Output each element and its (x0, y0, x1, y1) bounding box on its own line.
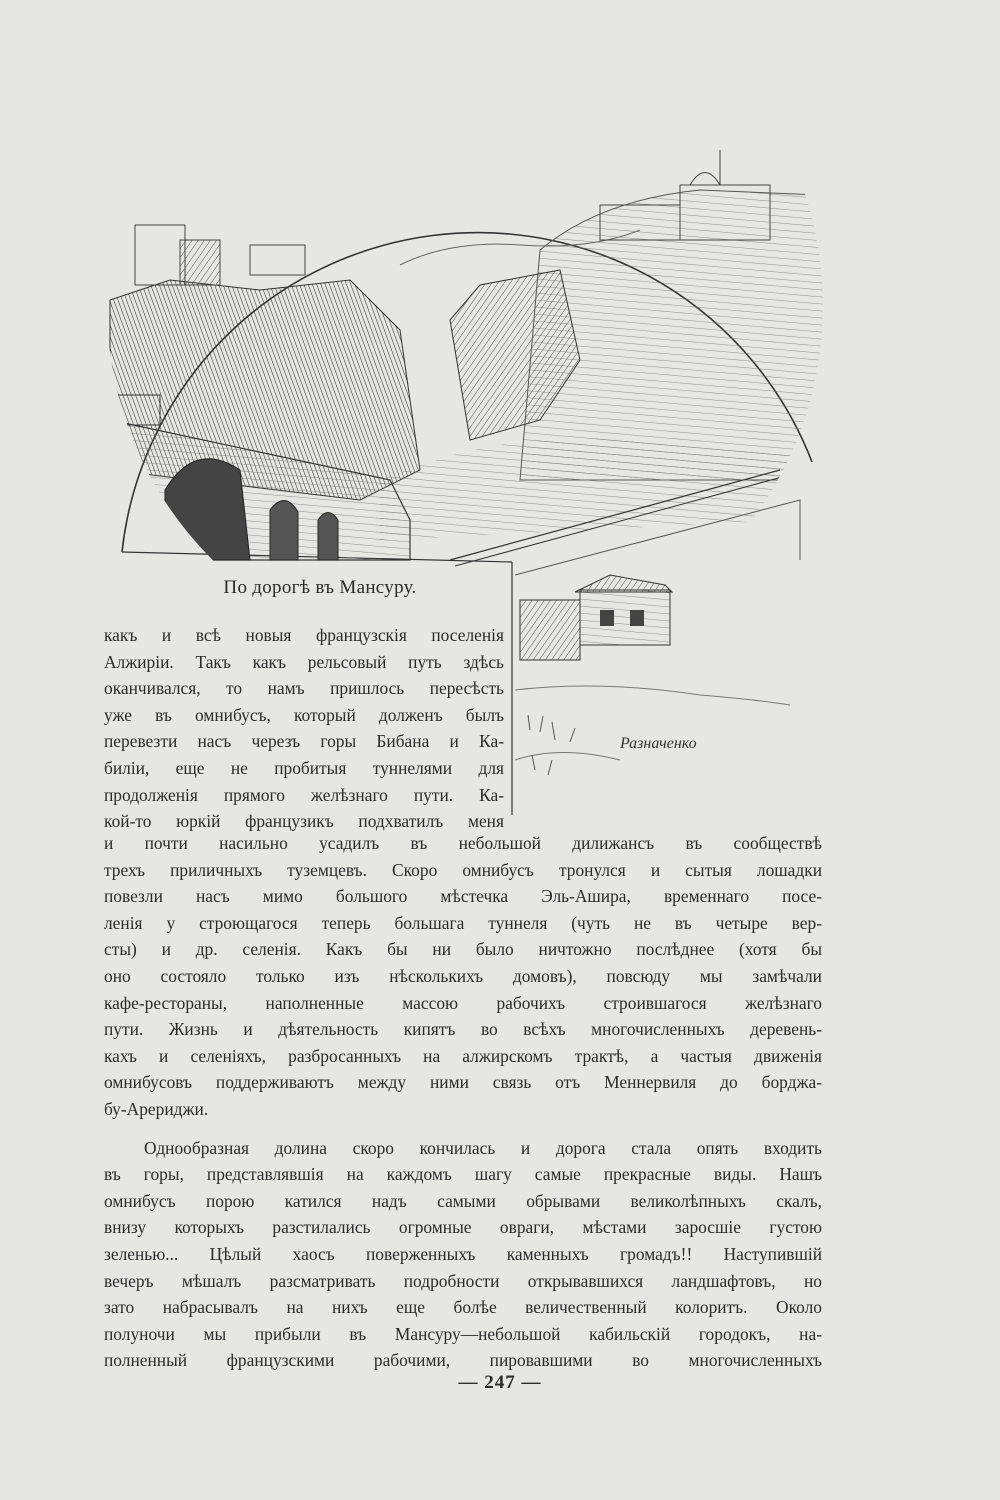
text-line: сты) и др. селенія. Какъ бы ни было ничтожно послѣднее (хотя бы (104, 939, 822, 960)
paragraph-gap (104, 1123, 822, 1135)
text-line: и почти насильно усадилъ въ небольшой дилижансъ въ сообществѣ (104, 833, 822, 853)
text-line: какъ и всѣ новыя французскія поселенія (104, 625, 504, 645)
text-line: перевезти насъ черезъ горы Бибана и Ка- (104, 731, 504, 752)
text-line: въ горы, представлявшія на каждомъ шагу самые прекрасные виды. Нашъ (104, 1164, 822, 1185)
text-line: кафе-рестораны, наполненные массою рабочихъ строившагося желѣзнаго (104, 992, 822, 1013)
text-line: полуночи мы прибыли въ Мансуру—небольшой кабильскій городокъ, на- (104, 1323, 822, 1344)
text-column-narrow (104, 622, 504, 835)
artist-signature: Разначенко (620, 735, 697, 752)
text-line: биліи, еще не пробитыя туннелями для (104, 757, 504, 778)
text-line: Алжиріи. Такъ какъ рельсовый путь здѣсь (104, 651, 504, 672)
text-line: полненный французскими рабочими, пировавшими во многочисленныхъ (104, 1350, 822, 1371)
text-line: продолженія прямого желѣзнаго пути. Ка- (104, 784, 504, 805)
text-line: оно состояло только изъ нѣсколькихъ домовъ), повсюду мы замѣчали (104, 965, 822, 986)
text-line: ленія у строющагося теперь большага туннеля (чуть не въ четыре вер- (104, 912, 822, 933)
illustration-caption: По дорогѣ въ Мансуру. (223, 577, 417, 598)
text-line: бу-Арериджи. (104, 1098, 209, 1119)
text-line: кой-то юркій французикъ подхватилъ меня (104, 811, 504, 832)
text-line: Однообразная долина скоро кончилась и дорога стала опять входить (144, 1137, 822, 1158)
text-line: повезли насъ мимо большого мѣстечка Эль-Ашира, временнаго посе- (104, 886, 822, 907)
text-line: трехъ приличныхъ туземцевъ. Скоро омнибусъ тронулся и сытыя лошадки (104, 859, 822, 880)
text-line: омнибусъ порою катился надъ самыми обрывами великолѣпныхъ скалъ, (104, 1190, 822, 1211)
text-line: омнибусовъ поддерживаютъ между ними связь отъ Меннервиля до борджа- (104, 1072, 822, 1093)
text-line: оканчивался, то намъ пришлось пересѣсть (104, 678, 504, 699)
text-line: уже въ омнибусъ, который долженъ былъ (104, 704, 504, 725)
text-line: вечеръ мѣшалъ разсматривать подробности открывавшихся ландшафтовъ, но (104, 1270, 822, 1291)
text-line: внизу которыхъ разстилались огромные овраги, мѣстами заросшіе густою (104, 1217, 822, 1238)
text-line: зато набрасывалъ на нихъ еще болѣе величественный колоритъ. Около (104, 1297, 822, 1318)
text-column-full (104, 830, 822, 1374)
text-line: зеленью... Цѣлый хаосъ поверженныхъ каменныхъ громадъ!! Наступившій (104, 1243, 822, 1264)
page-number: — 247 — (458, 1372, 542, 1393)
text-line: кахъ и селеніяхъ, разбросанныхъ на алжирскомъ трактѣ, а частыя движенія (104, 1045, 822, 1066)
text-line: пути. Жизнь и дѣятельность кипятъ во всѣхъ многочисленныхъ деревень- (104, 1019, 822, 1040)
